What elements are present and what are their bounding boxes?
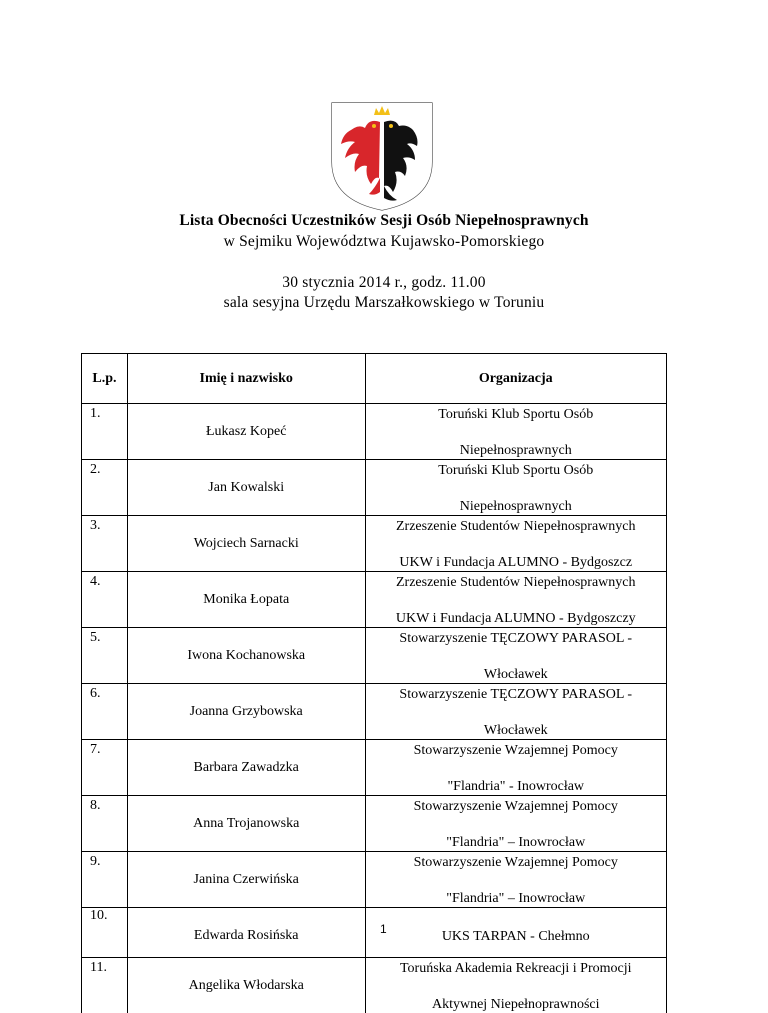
table-row xyxy=(82,740,667,796)
organization-line-2: Włocławek xyxy=(366,666,667,683)
participant-name: Anna Trojanowska xyxy=(128,816,365,832)
organization-line-1: Stowarzyszenie TĘCZOWY PARASOL - xyxy=(366,630,667,647)
column-header-name: Imię i nazwisko xyxy=(127,354,365,404)
table-row xyxy=(82,572,667,628)
organization-line-1: Toruński Klub Sportu Osób xyxy=(366,406,667,423)
table-row xyxy=(82,404,667,460)
row-number: 3. xyxy=(90,518,127,534)
table-row xyxy=(82,460,667,516)
organization-line-2: Aktywnej Niepełnoprawności xyxy=(366,996,667,1013)
coat-of-arms-logo xyxy=(329,100,435,212)
organization-line-1: Stowarzyszenie TĘCZOWY PARASOL - xyxy=(366,686,667,703)
organization-line-2: UKW i Fundacja ALUMNO - Bydgoszczy xyxy=(366,610,667,627)
column-header-lp: L.p. xyxy=(82,354,128,404)
organization-line-2: "Flandria" – Inowrocław xyxy=(366,890,667,907)
organization-line-1: Toruński Klub Sportu Osób xyxy=(366,462,667,479)
participant-name: Jan Kowalski xyxy=(128,480,365,496)
organization-line-1: Stowarzyszenie Wzajemnej Pomocy xyxy=(366,798,667,815)
row-number: 9. xyxy=(90,854,127,870)
organization-line-1: UKS TARPAN - Chełmno xyxy=(366,928,667,945)
participant-name: Joanna Grzybowska xyxy=(128,704,365,720)
column-header-organization: Organizacja xyxy=(365,354,667,404)
row-number: 2. xyxy=(90,462,127,478)
table-row xyxy=(82,908,667,958)
organization-line-2: Niepełnosprawnych xyxy=(366,498,667,515)
organization-line-1: Stowarzyszenie Wzajemnej Pomocy xyxy=(366,742,667,759)
table-row xyxy=(82,628,667,684)
participant-name: Wojciech Sarnacki xyxy=(128,536,365,552)
table-row xyxy=(82,516,667,572)
row-number: 10. xyxy=(90,908,127,924)
venue-line: sala sesyjna Urzędu Marszałkowskiego w Toruniu xyxy=(0,294,768,312)
page-number: 1 xyxy=(380,922,387,936)
table-row xyxy=(82,958,667,1013)
participant-name: Angelika Włodarska xyxy=(128,978,365,994)
table-row xyxy=(82,684,667,740)
attendance-table xyxy=(81,353,667,1013)
organization-line-1: Stowarzyszenie Wzajemnej Pomocy xyxy=(366,854,667,871)
organization-line-1: Zrzeszenie Studentów Niepełnosprawnych xyxy=(366,518,667,535)
organization-line-1: Zrzeszenie Studentów Niepełnosprawnych xyxy=(366,574,667,591)
row-number: 11. xyxy=(90,960,127,976)
organization-line-2: Niepełnosprawnych xyxy=(366,442,667,459)
participant-name: Łukasz Kopeć xyxy=(128,424,365,440)
date-line: 30 stycznia 2014 r., godz. 11.00 xyxy=(0,274,768,292)
table-header-row xyxy=(82,354,667,404)
organization-line-2: "Flandria" – Inowrocław xyxy=(366,834,667,851)
row-number: 5. xyxy=(90,630,127,646)
table-row xyxy=(82,796,667,852)
participant-name: Monika Łopata xyxy=(128,592,365,608)
participant-name: Barbara Zawadzka xyxy=(128,760,365,776)
table-row xyxy=(82,852,667,908)
organization-line-2: Włocławek xyxy=(366,722,667,739)
organization-line-1: Toruńska Akademia Rekreacji i Promocji xyxy=(366,960,667,977)
participant-name: Edwarda Rosińska xyxy=(128,928,365,944)
organization-line-2: "Flandria" - Inowrocław xyxy=(366,778,667,795)
row-number: 4. xyxy=(90,574,127,590)
row-number: 7. xyxy=(90,742,127,758)
document-subtitle: w Sejmiku Województwa Kujawsko-Pomorskiego xyxy=(0,233,768,251)
participant-name: Janina Czerwińska xyxy=(128,872,365,888)
organization-line-2: UKW i Fundacja ALUMNO - Bydgoszcz xyxy=(366,554,667,571)
document-title: Lista Obecności Uczestników Sesji Osób Niepełnosprawnych xyxy=(0,212,768,230)
row-number: 8. xyxy=(90,798,127,814)
participant-name: Iwona Kochanowska xyxy=(128,648,365,664)
row-number: 1. xyxy=(90,406,127,422)
row-number: 6. xyxy=(90,686,127,702)
